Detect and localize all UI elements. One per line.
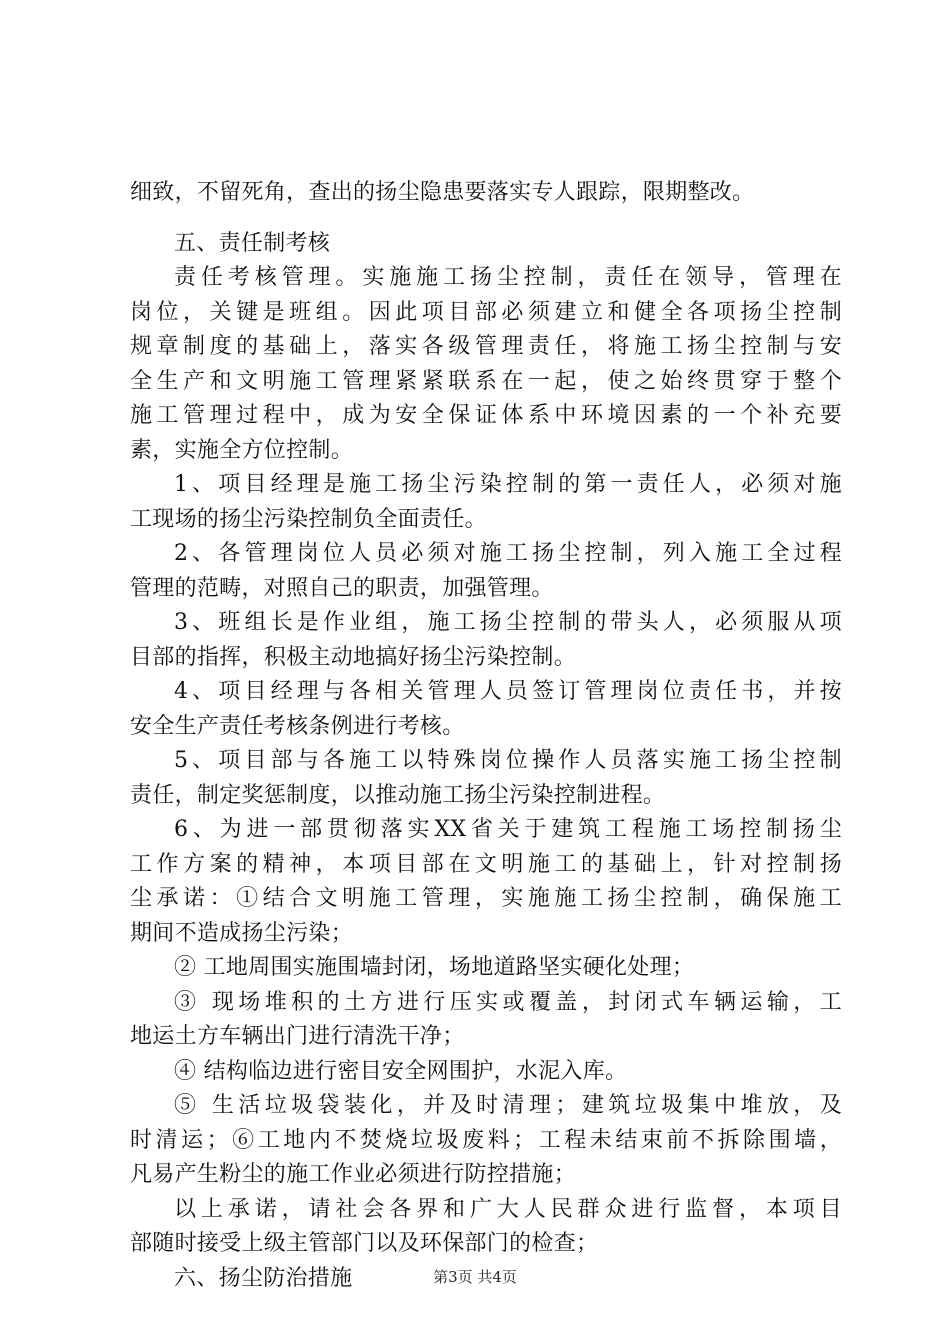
text-line: 岗位，关键是班组。因此项目部必须建立和健全各项扬尘控制: [130, 299, 842, 325]
text-line: 3、班组长是作业组，施工扬尘控制的带头人，必须服从项: [174, 610, 842, 635]
text-line: 时清运；⑥工地内不焚烧垃圾废料；工程未结束前不拆除围墙，: [130, 1127, 842, 1153]
text-line: 全生产和文明施工管理紧紧联系在一起，使之始终贯穿于整个: [130, 368, 842, 394]
text-line: 凡易产生粉尘的施工作业必须进行防控措施；: [130, 1162, 577, 1187]
text-line: 五、责任制考核: [174, 230, 331, 256]
text-line: 细致，不留死角，查出的扬尘隐患要落实专人跟踪，限期整改。: [130, 180, 755, 205]
text-line: ⑤ 生活垃圾袋装化，并及时清理；建筑垃圾集中堆放，及: [174, 1093, 842, 1118]
text-line: 责任考核管理。实施施工扬尘控制，责任在领导，管理在: [174, 265, 842, 290]
text-line: 管理的范畴，对照自己的职责，加强管理。: [130, 575, 554, 601]
text-line: ③ 现场堆积的土方进行压实或覆盖，封闭式车辆运输，工: [174, 989, 842, 1015]
text-line: 规章制度的基础上，落实各级管理责任，将施工扬尘控制与安: [130, 334, 842, 359]
text-line: 5、项目部与各施工以特殊岗位操作人员落实施工扬尘控制: [174, 748, 842, 773]
text-line: 目部的指挥，积极主动地搞好扬尘污染控制。: [130, 644, 577, 670]
text-line: 尘承诺：①结合文明施工管理，实施施工扬尘控制，确保施工: [130, 886, 842, 911]
text-line: 6、为进一部贯彻落实XX省关于建筑工程施工场控制扬尘: [174, 817, 842, 842]
page-number-footer: 第3页 共4页: [433, 1268, 517, 1286]
text-line: 期间不造成扬尘污染；: [130, 920, 354, 946]
text-line: ② 工地周围实施围墙封闭，场地道路坚实硬化处理；: [174, 955, 695, 980]
document-body: [130, 176, 842, 1296]
text-line: 责任，制定奖惩制度，以推动施工扬尘污染控制进程。: [130, 782, 666, 808]
text-line: 素，实施全方位控制。: [130, 437, 354, 463]
text-line: 2、各管理岗位人员必须对施工扬尘控制，列入施工全过程: [174, 541, 842, 566]
text-line: 地运土方车辆出门进行清洗干净；: [130, 1024, 465, 1049]
text-line: 以上承诺，请社会各界和广大人民群众进行监督，本项目: [174, 1196, 842, 1222]
text-line: 工作方案的精神，本项目部在文明施工的基础上，针对控制扬: [130, 851, 842, 877]
text-line: 4、项目经理与各相关管理人员签订管理岗位责任书，并按: [174, 679, 842, 704]
text-line: 六、扬尘防治措施: [174, 1265, 353, 1291]
text-line: ④ 结构临边进行密目安全网围护，水泥入库。: [174, 1058, 628, 1084]
text-line: 安全生产责任考核条例进行考核。: [130, 713, 465, 739]
text-line: 施工管理过程中，成为安全保证体系中环境因素的一个补充要: [130, 403, 842, 428]
text-line: 工现场的扬尘污染控制负全面责任。: [130, 506, 487, 532]
text-line: 1、项目经理是施工扬尘污染控制的第一责任人，必须对施: [174, 472, 842, 497]
text-line: 部随时接受上级主管部门以及环保部门的检查；: [130, 1231, 599, 1256]
